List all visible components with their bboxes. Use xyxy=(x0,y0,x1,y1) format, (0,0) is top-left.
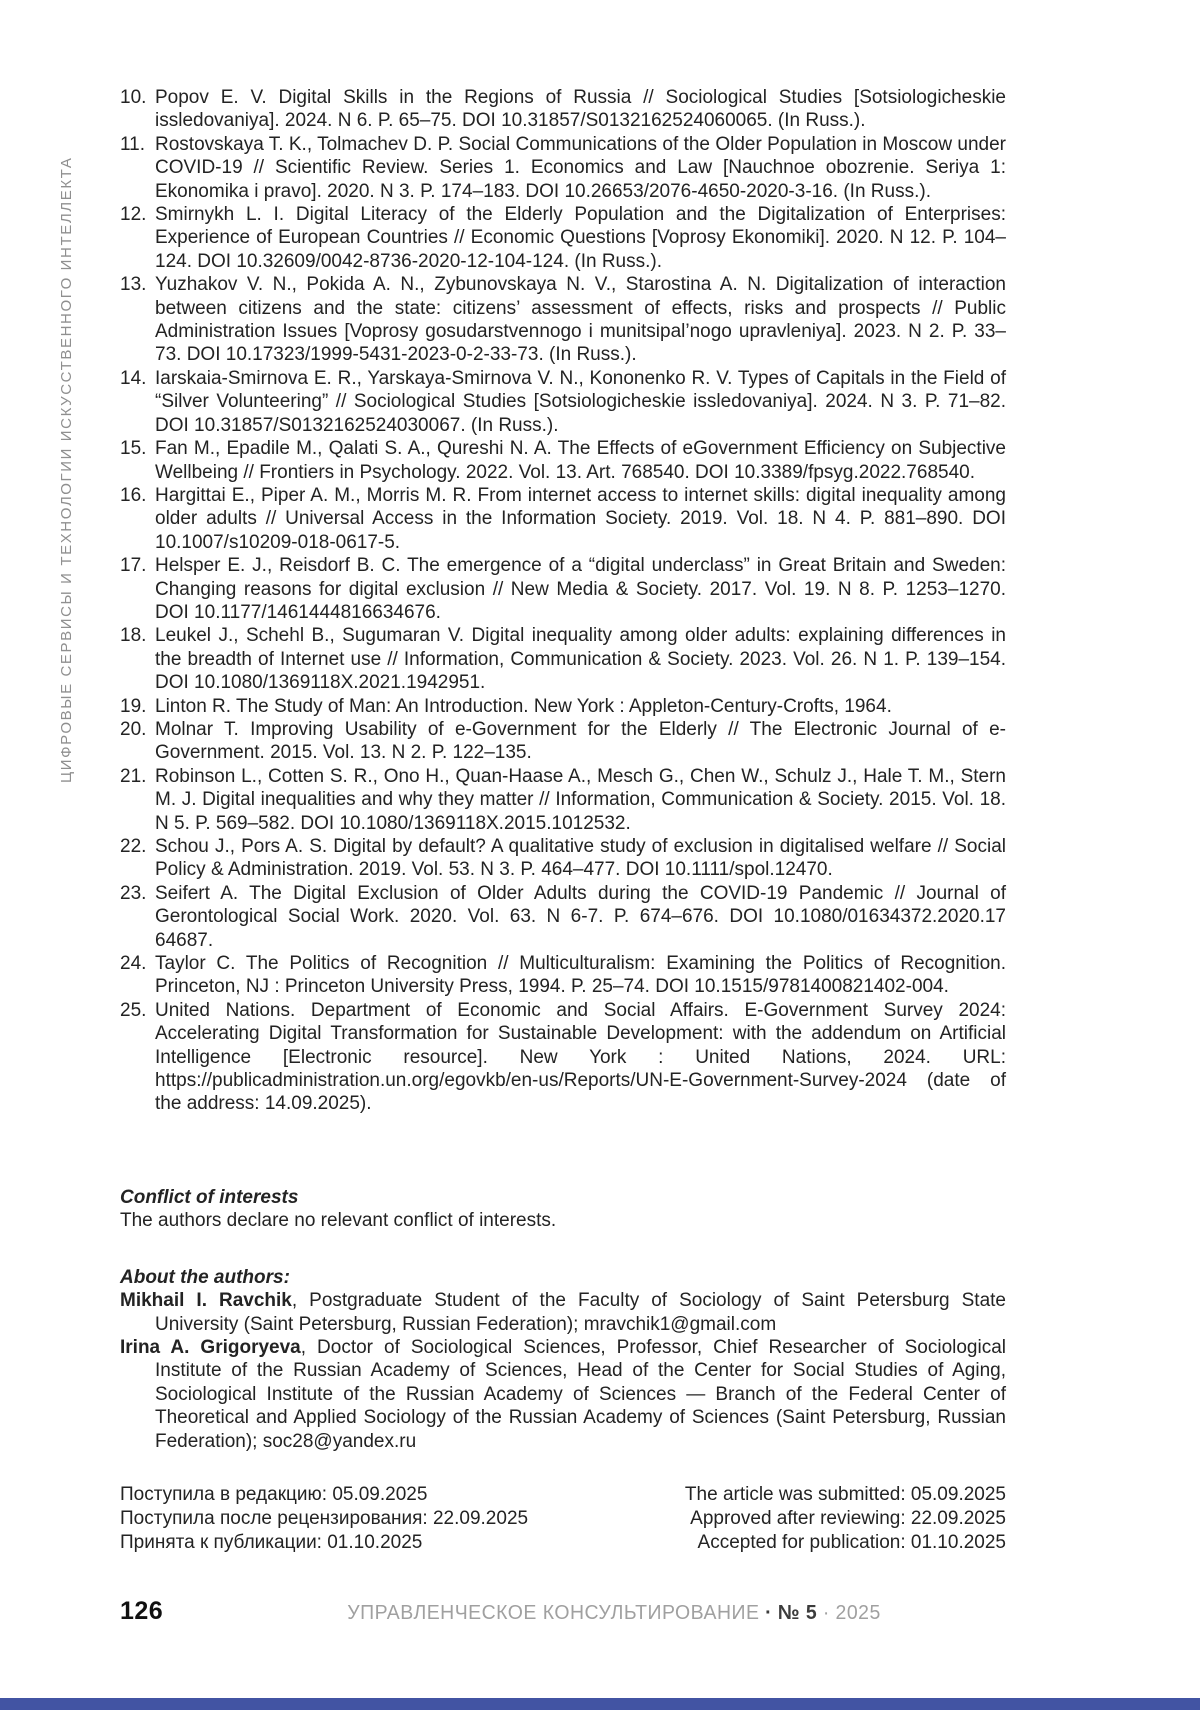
reference-number: 21. xyxy=(120,765,147,787)
reference-number: 25. xyxy=(120,999,147,1021)
reference-item xyxy=(120,484,1006,554)
reference-item xyxy=(120,86,1006,133)
reference-number: 12. xyxy=(120,204,147,226)
reference-text: Taylor C. The Politics of Recognition // Multiculturalism: Examining the Politics of Recognition. Princeton, NJ : Princeton University Press, 1994. P. 25–74. DOI 10.1515/9781400821402-004. xyxy=(155,953,1006,998)
reference-number: 16. xyxy=(120,484,147,506)
author-entry xyxy=(120,1289,1006,1336)
reference-item xyxy=(120,695,1006,718)
reference-item xyxy=(120,367,1006,437)
date-line-ru: Поступила после рецензирования: 22.09.2025 xyxy=(120,1507,529,1529)
reference-number: 17. xyxy=(120,555,147,577)
reference-item xyxy=(120,554,1006,624)
reference-text: Leukel J., Schehl B., Sugumaran V. Digital inequality among older adults: explaining differences in the breadth of Internet use // Information, Communication & Society. 2023. Vol. 26. N 1. P. 139–154. DOI 10.1080/1369118X.2021.1942951. xyxy=(155,625,1006,694)
bottom-accent-bar xyxy=(0,1698,1200,1710)
reference-item xyxy=(120,203,1006,273)
reference-item xyxy=(120,835,1006,882)
page-footer xyxy=(0,1597,1200,1631)
reference-text: United Nations. Department of Economic and Social Affairs. E-Government Survey 2024: Accelerating Digital Transformation for Sustainable Development: with the addendum on Artificial Intelligence [Electronic resource]. New York : United Nations, 2024. URL: https://publicadministration.un.org/egovkb/en-us/Reports/UN-E-Government-Survey-2024 (date of the address: 14.09.2025). xyxy=(155,999,1006,1115)
date-line-ru: Принята к публикации: 01.10.2025 xyxy=(120,1531,423,1553)
reference-number: 10. xyxy=(120,87,147,108)
reference-number: 23. xyxy=(120,882,147,904)
journal-title-line xyxy=(347,1601,880,1625)
reference-number: 13. xyxy=(120,274,147,296)
journal-year: 2025 xyxy=(835,1601,881,1624)
reference-number: 11. xyxy=(120,133,146,155)
reference-item xyxy=(120,437,1006,484)
journal-title: УПРАВЛЕНЧЕСКОЕ КОНСУЛЬТИРОВАНИЕ xyxy=(347,1601,760,1624)
reference-item xyxy=(120,952,1006,999)
reference-number: 18. xyxy=(120,625,147,647)
reference-text: Smirnykh L. I. Digital Literacy of the Elderly Population and the Digitalization of Enterprises: Experience of European Countries // Economic Questions [Voprosy Ekonomiki]. 2020. N 12. P. 104–124. DOI 10.32609/0042-8736-2020-12-104-124. (In Russ.). xyxy=(155,204,1006,272)
reference-item xyxy=(120,133,1006,203)
author-details: , Postgraduate Student of the Faculty of Sociology of Saint Petersburg State University (Saint Petersburg, Russian Federation); mravchik1@gmail.com xyxy=(155,1290,1006,1335)
references-list xyxy=(120,86,1006,1116)
article-back-matter xyxy=(120,86,1006,1554)
reference-text: Iarskaia-Smirnova E. R., Yarskaya-Smirnova V. N., Kononenko R. V. Types of Capitals in the Field of “Silver Volunteering” // Sociological Studies [Sotsiologicheskie issledovaniya]. 2024. N 3. P. 71–82. DOI 10.31857/S0132162524030067. (In Russ.). xyxy=(155,367,1006,436)
reference-item xyxy=(120,882,1006,952)
author-entry xyxy=(120,1336,1006,1453)
authors-list xyxy=(120,1289,1006,1453)
date-line-en: Accepted for publication: 01.10.2025 xyxy=(697,1531,1006,1553)
reference-number: 19. xyxy=(120,695,147,717)
footer-separator-dot: · xyxy=(765,1601,773,1624)
reference-text: Popov E. V. Digital Skills in the Regions of Russia // Sociological Studies [Sotsiologicheskie issledovaniya]. 2024. N 6. P. 65–75. DOI 10.31857/S0132162524060065. (In Russ.). xyxy=(155,87,1006,132)
date-line-en: The article was submitted: 05.09.2025 xyxy=(684,1483,1006,1505)
reference-number: 22. xyxy=(120,836,147,857)
reference-number: 14. xyxy=(120,367,147,389)
reference-text: Helsper E. J., Reisdorf B. C. The emergence of a “digital underclass” in Great Britain and Sweden: Changing reasons for digital exclusion // New Media & Society. 2017. Vol. 19. N 8. P. 1253–1270. DOI 10.1177/1461444816634676. xyxy=(155,555,1006,623)
page-number: 126 xyxy=(120,1597,164,1625)
reference-text: Rostovskaya T. K., Tolmachev D. P. Social Communications of the Older Population in Moscow under COVID-19 // Scientific Review. Series 1. Economics and Law [Nauchnoe obozrenie. Seriya 1: Ekonomika i pravo]. 2020. N 3. P. 174–183. DOI 10.26653/2076-4650-2020-3-16. (In Russ.). xyxy=(155,133,1006,202)
reference-item xyxy=(120,718,1006,765)
reference-text: Schou J., Pors A. S. Digital by default? A qualitative study of exclusion in digitalised welfare // Social Policy & Administration. 2019. Vol. 53. N 3. P. 464–477. DOI 10.1111/spol.12470. xyxy=(155,836,1006,881)
section-vertical-label: ЦИФРОВЫЕ СЕРВИСЫ И ТЕХНОЛОГИИ ИСКУССТВЕННОГО ИНТЕЛЛЕКТА xyxy=(58,156,75,783)
submission-dates-russian xyxy=(120,1483,528,1554)
reference-text: Molnar T. Improving Usability of e-Government for the Elderly // The Electronic Journal of e-Government. 2015. Vol. 13. N 2. P. 122–135. xyxy=(155,718,1006,764)
reference-text: Yuzhakov V. N., Pokida A. N., Zybunovskaya N. V., Starostina A. N. Digitalization of interaction between citizens and the state: citizens’ assessment of effects, risks and prospects // Public Administration Issues [Voprosy gosudarstvennogo i munitsipal’nogo upravleniya]. 2023. N 2. P. 33–73. DOI 10.17323/1999-5431-2023-0-2-33-73. (In Russ.). xyxy=(155,274,1006,366)
issue-number: № 5 xyxy=(777,1601,818,1624)
date-line-en: Approved after reviewing: 22.09.2025 xyxy=(690,1507,1006,1529)
reference-item xyxy=(120,999,1006,1116)
reference-number: 24. xyxy=(120,953,147,975)
reference-text: Fan M., Epadile M., Qalati S. A., Qureshi N. A. The Effects of eGovernment Efficiency on Subjective Wellbeing // Frontiers in Psychology. 2022. Vol. 13. Art. 768540. DOI 10.3389/fpsyg.2022.768540. xyxy=(155,438,1006,483)
about-the-authors-heading: About the authors: xyxy=(120,1266,290,1288)
reference-text: Linton R. The Study of Man: An Introduction. New York : Appleton-Century-Crofts, 1964. xyxy=(155,695,892,717)
conflict-of-interests-heading: Conflict of interests xyxy=(120,1186,299,1208)
date-line-ru: Поступила в редакцию: 05.09.2025 xyxy=(120,1483,428,1505)
reference-item xyxy=(120,624,1006,694)
submission-dates-english xyxy=(685,1483,1006,1554)
reference-text: Hargittai E., Piper A. M., Morris M. R. From internet access to internet skills: digital inequality among older adults // Universal Access in the Information Society. 2019. Vol. 18. N 4. P. 881–890. DOI 10.1007/s10209-018-0617-5. xyxy=(155,484,1006,553)
reference-text: Seifert A. The Digital Exclusion of Older Adults during the COVID-19 Pandemic // Journal of Gerontological Social Work. 2020. Vol. 63. N 6-7. P. 674–676. DOI 10.1080/01634372.2020.17 64687. xyxy=(155,882,1006,951)
footer-separator-dot: · xyxy=(822,1601,830,1624)
author-details: , Doctor of Sociological Sciences, Professor, Chief Researcher of Sociological Institute of the Russian Academy of Sciences, Head of the Center for Social Studies of Aging, Sociological Institute of the Russian Academy of Sciences — Branch of the Federal Center of Theoretical and Applied Sociology of the Russian Academy of Sciences (Saint Petersburg, Russian Federation); soc28@yandex.ru xyxy=(155,1336,1006,1452)
reference-text: Robinson L., Cotten S. R., Ono H., Quan-Haase A., Mesch G., Chen W., Schulz J., Hale T. M., Stern M. J. Digital inequalities and why they matter // Information, Communication & Society. 2015. Vol. 18. N 5. P. 569–582. DOI 10.1080/1369118X.2015.1012532. xyxy=(155,765,1006,834)
reference-item xyxy=(120,273,1006,367)
author-name: Mikhail I. Ravchik xyxy=(120,1290,292,1312)
author-name: Irina A. Grigoryeva xyxy=(120,1336,301,1358)
reference-item xyxy=(120,765,1006,835)
conflict-of-interests-body: The authors declare no relevant conflict of interests. xyxy=(120,1210,557,1232)
submission-dates xyxy=(120,1483,1006,1554)
reference-number: 15. xyxy=(120,438,147,460)
reference-number: 20. xyxy=(120,718,147,740)
